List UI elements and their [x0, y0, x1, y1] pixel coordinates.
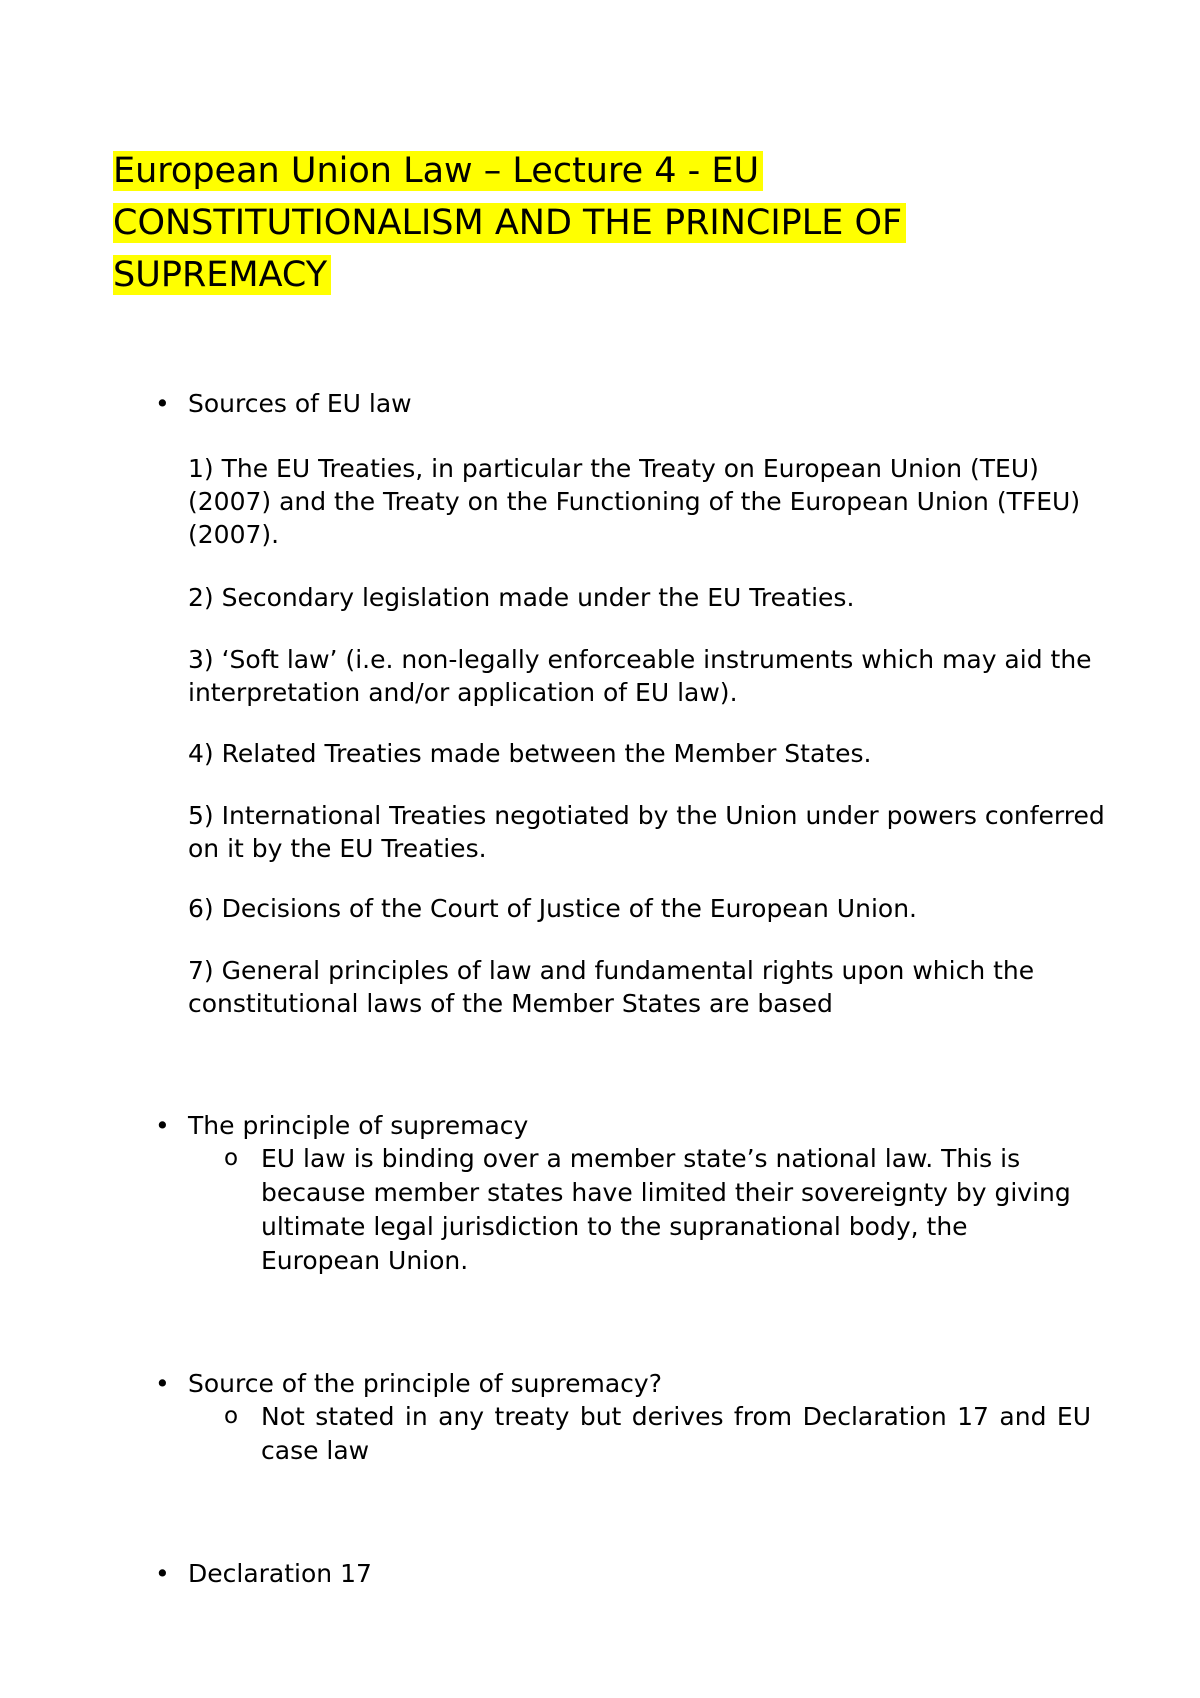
bullet-marker: • — [155, 1111, 170, 1140]
bullet-marker: • — [155, 389, 170, 418]
section-heading-sources: Sources of EU law — [188, 389, 412, 418]
sub-bullet-marker: o — [224, 1145, 239, 1171]
page-title — [113, 145, 1073, 301]
list-item: 2) Secondary legislation made under the EU Treaties. — [188, 583, 855, 612]
list-item: 3) ‘Soft law’ (i.e. non-legally enforceable instruments which may aid the interpretation and/or application of EU law). — [188, 645, 1092, 707]
bullet-marker: • — [155, 1559, 170, 1588]
sub-bullet-marker: o — [224, 1403, 239, 1429]
section-heading-source-of-supremacy: Source of the principle of supremacy? — [188, 1369, 662, 1398]
bullet-marker: • — [155, 1369, 170, 1398]
sub-item-supremacy: EU law is binding over a member state’s national law. This is because member states have limited their sovereignty by giving ultimate legal jurisdiction to the supranational body, the European Union. — [261, 1144, 1071, 1275]
title-highlight: European Union Law – Lecture 4 - EU CONSTITUTIONALISM AND THE PRINCIPLE OF SUPREMACY — [113, 151, 906, 295]
list-item: 1) The EU Treaties, in particular the Treaty on European Union (TEU) (2007) and the Treaty on the Functioning of the European Union (TFEU) (2007). — [188, 454, 1081, 549]
list-item: 5) International Treaties negotiated by the Union under powers conferred on it by the EU Treaties. — [188, 801, 1105, 863]
sub-item-source: Not stated in any treaty but derives from Declaration 17 and EU case law — [261, 1402, 1091, 1465]
list-item: 4) Related Treaties made between the Member States. — [188, 739, 872, 768]
list-item: 7) General principles of law and fundamental rights upon which the constitutional laws of the Member States are based — [188, 956, 1035, 1018]
section-heading-declaration-17: Declaration 17 — [188, 1559, 372, 1588]
list-item: 6) Decisions of the Court of Justice of the European Union. — [188, 894, 917, 923]
section-heading-supremacy: The principle of supremacy — [188, 1111, 529, 1140]
